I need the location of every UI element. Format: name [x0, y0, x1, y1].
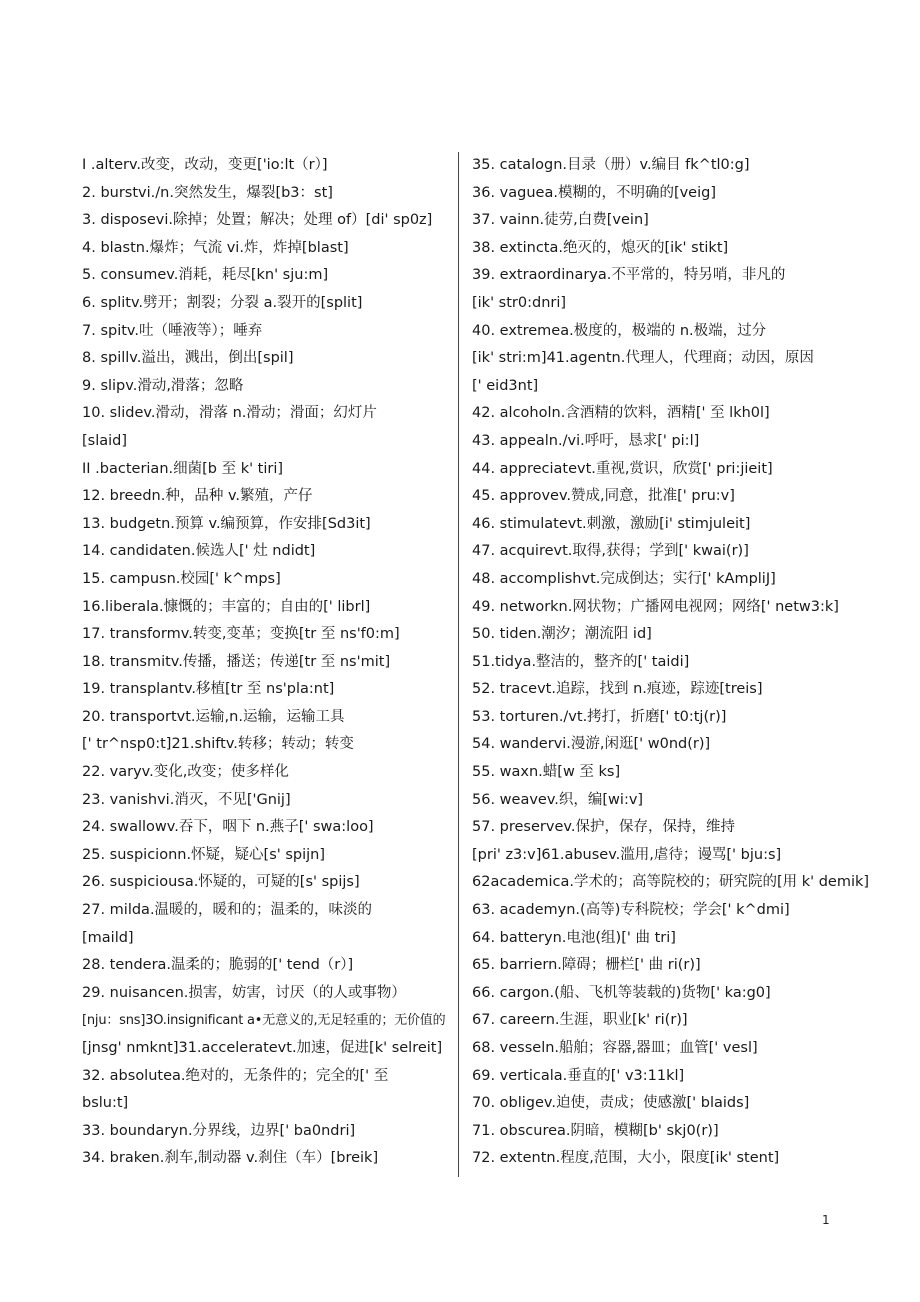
vocab-line: 16.liberala.慷慨的；丰富的；自由的[' librl] — [82, 598, 371, 615]
vocab-line: 26. suspiciousa.怀疑的，可疑的[s' spijs] — [82, 874, 360, 891]
vocab-line: 22. varyv.变化,改变；使多样化 — [82, 764, 289, 781]
vocab-line: 9. slipv.滑动,滑落；忽略 — [82, 377, 244, 394]
vocab-line: [ik' str0:dnri] — [472, 294, 567, 311]
vocab-line: 23. vanishvi.消灭，不见['Gnij] — [82, 791, 291, 808]
vocab-line: [ik' stri:m]41.agentn.代理人，代理商；动因，原因 — [472, 350, 814, 367]
vocab-line: [maild] — [82, 929, 134, 946]
vocab-line: [nju：sns]3O.insignificant a•无意义的,无足轻重的；无价值的 — [82, 1013, 446, 1029]
vocab-line: II .bacterian.细菌[b 至 k' tiri] — [82, 460, 284, 477]
vocab-line: 24. swallowv.吞下，咽下 n.燕子[' swa:loo] — [82, 819, 374, 836]
vocab-line: 67. careern.生涯，职业[k' ri(r)] — [472, 1012, 688, 1029]
vocab-line: 38. extincta.绝灭的，熄灭的[ik' stikt] — [472, 239, 729, 256]
vocab-line: 71. obscurea.阴暗，模糊[b' skj0(r)] — [472, 1122, 719, 1139]
vocab-line: 37. vainn.徒劳,白费[vein] — [472, 212, 649, 229]
vocab-line: 25. suspicionn.怀疑，疑心[s' spijn] — [82, 846, 326, 863]
vocab-line: 18. transmitv.传播，播送；传递[tr 至 ns'mit] — [82, 653, 391, 670]
vocab-line: 27. milda.温暖的，暖和的；温柔的，味淡的 — [82, 902, 373, 919]
vocab-line: 48. accomplishvt.完成倒达；实行[' kAmpliJ] — [472, 570, 776, 587]
vocab-line: 52. tracevt.追踪，找到 n.痕迹，踪迹[treis] — [472, 681, 763, 698]
right-column — [472, 152, 912, 1173]
vocab-line: 14. candidaten.候选人[' 灶 ndidt] — [82, 543, 316, 560]
vocab-line: I .alterv.改变，改动，变更['io:lt（r）] — [82, 157, 328, 173]
vocab-line: 8. spillv.溢出，溅出，倒出[spil] — [82, 350, 294, 367]
vocab-line: 35. catalogn.目录（册）v.编目 fk^tl0:g] — [472, 157, 750, 173]
vocab-line: 56. weavev.织，编[wi:v] — [472, 791, 644, 808]
vocab-line: 32. absolutea.绝对的，无条件的；完全的[' 至 — [82, 1067, 389, 1084]
vocab-line: 46. stimulatevt.刺激，激励[i' stimjuleit] — [472, 515, 751, 532]
vocab-line: [slaid] — [82, 432, 128, 449]
vocab-line: 66. cargon.(船、飞机等装载的)货物[' ka:g0] — [472, 984, 771, 1001]
vocab-line: 13. budgetn.预算 v.编预算，作安排[Sd3it] — [82, 515, 371, 532]
vocab-line: 68. vesseln.船舶；容器,器皿；血管[' vesl] — [472, 1040, 758, 1056]
vocab-line: 50. tiden.潮汐；潮流阳 id] — [472, 626, 652, 643]
vocab-line: bslu:t] — [82, 1095, 129, 1112]
vocab-line: 63. academyn.(高等)专科院校；学会[' k^dmi] — [472, 902, 790, 919]
page-number: 1 — [822, 1213, 830, 1227]
vocab-line: 51.tidya.整洁的，整齐的[' taidi] — [472, 653, 690, 670]
vocab-line: 34. braken.刹车,制动器 v.刹住（车）[breik] — [82, 1150, 379, 1167]
vocab-line: 49. networkn.网状物；广播网电视网；网络[' netw3:k] — [472, 598, 839, 615]
vocab-line: 4. blastn.爆炸；气流 vi.炸，炸掉[blast] — [82, 239, 349, 256]
vocab-line: 45. approvev.赞成,同意，批准[' pru:v] — [472, 488, 735, 505]
vocab-line: 6. splitv.劈开；割裂；分裂 a.裂开的[split] — [82, 294, 363, 311]
vocab-line: 17. transformv.转变,变革；变换[tr 至 ns'f0:m] — [82, 626, 400, 643]
vocab-line: 54. wandervi.漫游,闲逛[' w0nd(r)] — [472, 736, 711, 753]
vocab-line: 44. appreciatevt.重视,赏识，欣赏[' pri:jieit] — [472, 460, 773, 477]
vocab-line: 36. vaguea.模糊的，不明确的[veig] — [472, 184, 716, 201]
vocab-line: 19. transplantv.移植[tr 至 ns'pla:nt] — [82, 681, 335, 698]
vocab-line: 2. burstvi./n.突然发生，爆裂[b3：st] — [82, 184, 333, 201]
vocab-line: [' tr^nsp0:t]21.shiftv.转移；转动；转变 — [82, 736, 354, 753]
vocab-line: 47. acquirevt.取得,获得；学到[' kwai(r)] — [472, 543, 749, 560]
vocab-line: 42. alcoholn.含酒精的饮料，酒精[' 至 lkh0l] — [472, 405, 770, 422]
vocab-line: 39. extraordinarya.不平常的，特另哨，非凡的 — [472, 267, 786, 284]
vocab-line: 43. appealn./vi.呼吁，恳求[' pi:l] — [472, 432, 700, 449]
vocab-line: 12. breedn.种，品种 v.繁殖，产仔 — [82, 488, 313, 505]
vocab-line: 7. spitv.吐（唾液等）；唾弃 — [82, 322, 263, 339]
vocab-line: 3. disposevi.除掉；处置；解决；处理 of）[di' sp0z] — [82, 212, 433, 229]
vocab-line: [' eid3nt] — [472, 377, 539, 394]
vocab-line: 64. batteryn.电池(组)[' 曲 tri] — [472, 929, 676, 946]
vocab-line: [pri' z3:v]61.abusev.滥用,虐待；谩骂[' bju:s] — [472, 846, 782, 863]
vocab-line: [jnsg' nmknt]31.acceleratevt.加速，促进[k' selreit] — [82, 1040, 443, 1056]
vocab-line: 72. extentn.程度,范围，大小，限度[ik' stent] — [472, 1150, 780, 1167]
vocab-line: 53. torturen./vt.拷打，折磨[' t0:tj(r)] — [472, 708, 727, 725]
vocab-line: 29. nuisancen.损害，妨害，讨厌（的人或事物） — [82, 984, 406, 1001]
vocab-line: 28. tendera.温柔的；脆弱的[' tend（r）] — [82, 957, 354, 974]
vocab-line: 20. transportvt.运输,n.运输，运输工具 — [82, 708, 345, 725]
vocab-line: 40. extremea.极度的，极端的 n.极端，过分 — [472, 322, 767, 339]
vocab-line: 69. verticala.垂直的[' v3:11kl] — [472, 1067, 685, 1084]
vocab-line: 33. boundaryn.分界线，边界[' ba0ndri] — [82, 1122, 356, 1139]
vocab-line: 57. preservev.保护，保存，保持，维持 — [472, 819, 735, 836]
vocab-line: 62academica.学术的；高等院校的；研究院的[用 k' demik] — [472, 874, 870, 891]
vocab-line: 70. obligev.迫使，责成；使感激[' blaids] — [472, 1095, 750, 1112]
vocab-line: 55. waxn.蜡[w 至 ks] — [472, 764, 621, 781]
left-column — [82, 152, 452, 1173]
vocab-line: 15. campusn.校园[' k^mps] — [82, 570, 281, 587]
vocab-line: 5. consumev.消耗，耗尽[kn' sju:m] — [82, 267, 329, 284]
vocab-line: 10. slidev.滑动，滑落 n.滑动；滑面；幻灯片 — [82, 405, 377, 422]
vocab-line: 65. barriern.障碍；栅栏[' 曲 ri(r)] — [472, 957, 701, 974]
column-divider — [458, 152, 459, 1177]
